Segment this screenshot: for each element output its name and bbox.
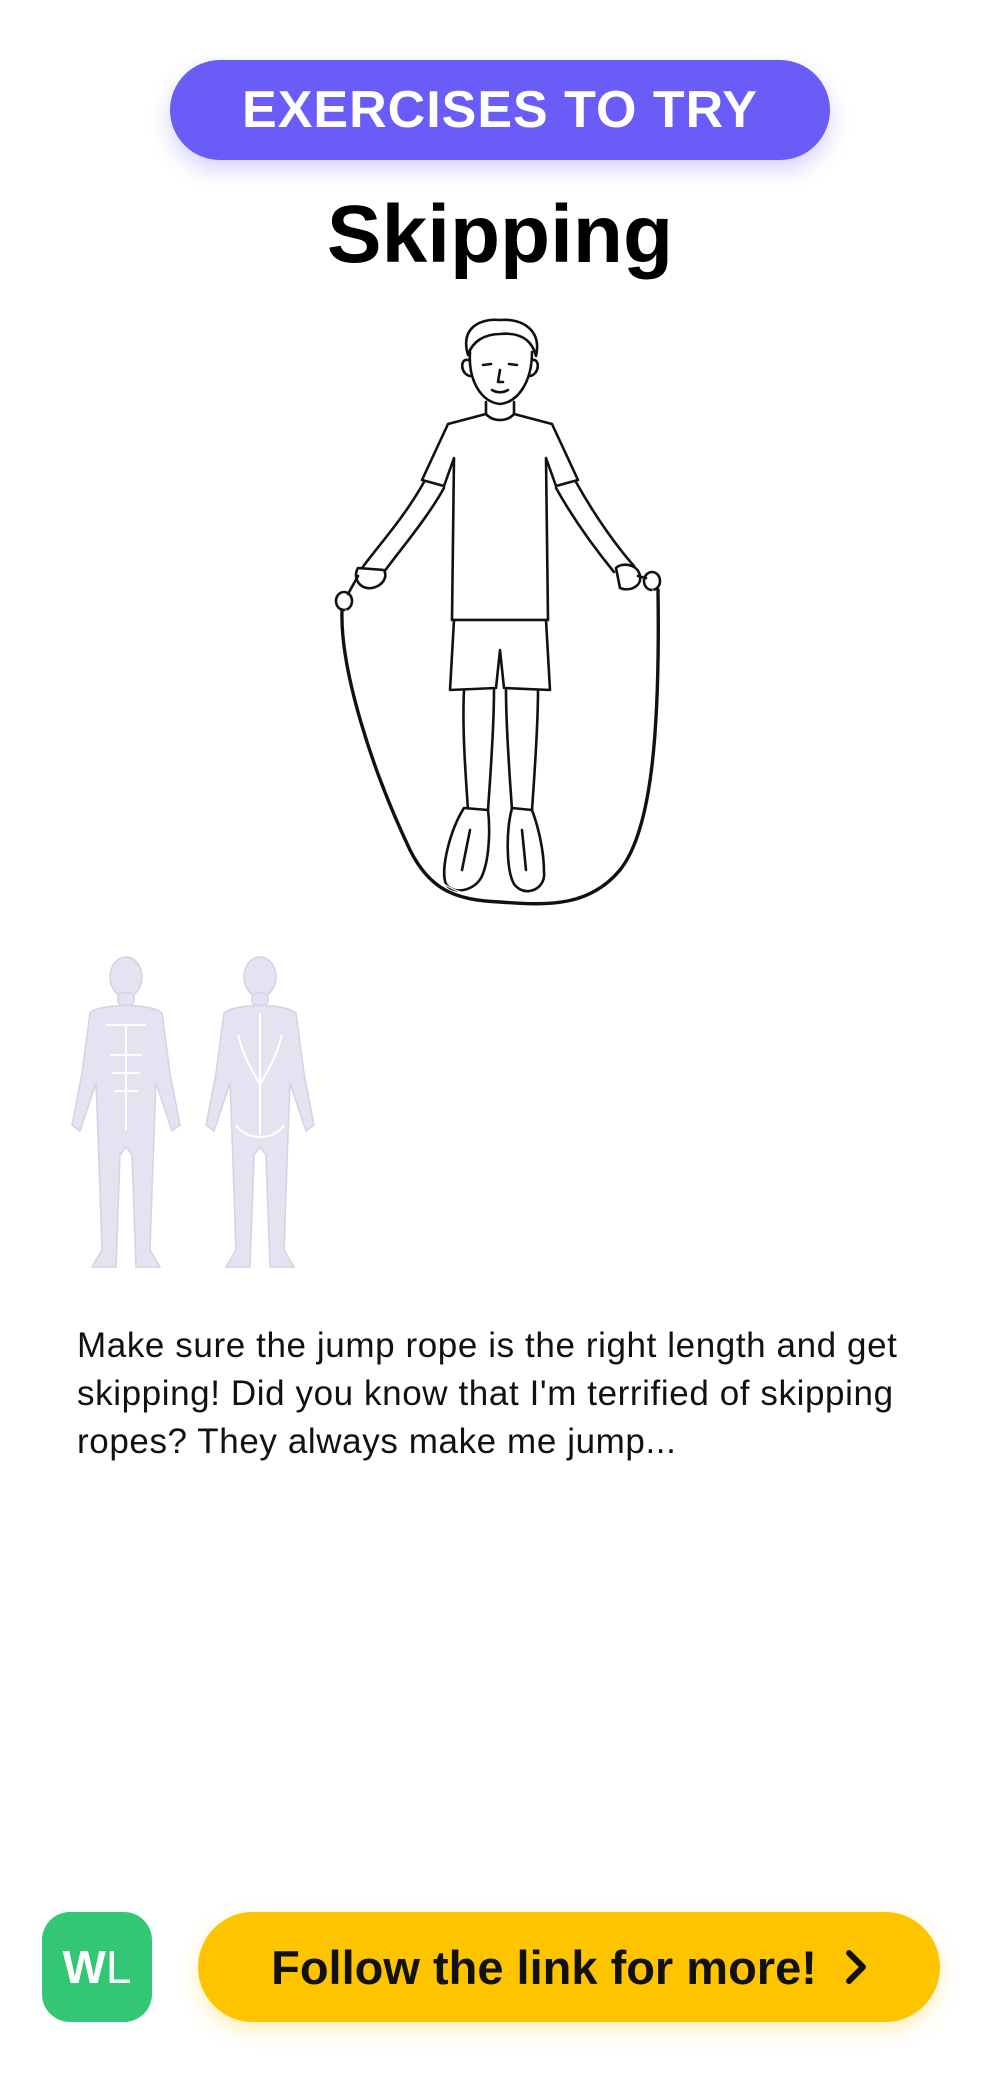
muscle-diagram [60, 955, 330, 1275]
section-header-pill [170, 60, 830, 160]
logo-letter-w: W [62, 1941, 106, 1993]
follow-link-label: Follow the link for more! [271, 1940, 817, 1994]
follow-link-button[interactable] [198, 1912, 940, 2022]
section-header-label: EXERCISES TO TRY [242, 81, 758, 139]
exercise-title: Skipping [326, 189, 674, 280]
exercise-description: Make sure the jump rope is the right length and get skipping! Did you know that I'm terrified of skipping ropes? They always make me jump... [77, 1326, 898, 1461]
chevron-right-icon [845, 1949, 867, 1985]
muscle-figure-front [72, 957, 180, 1267]
logo-letter-l: L [105, 1941, 132, 1993]
skipping-illustration [300, 310, 700, 920]
muscle-figure-back [206, 957, 314, 1267]
brand-logo[interactable] [42, 1912, 152, 2022]
